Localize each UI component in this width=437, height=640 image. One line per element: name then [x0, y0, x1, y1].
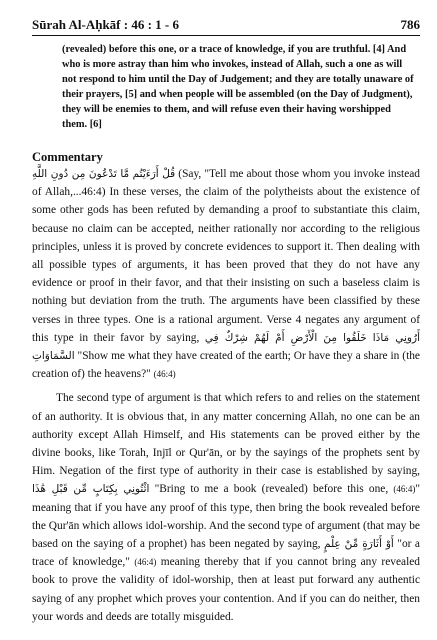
page-header — [32, 16, 420, 36]
commentary-paragraph-1 — [32, 165, 420, 383]
paragraph-text: The second type of argument is that which refers to and relies on the statement of an authority. It is obvious that, in any matter concerning Allah, no one can be an authority except Allah Himself, and His statements can be proved either by the divine books, like Torah, Injīl or Qur'ān, or by the sayings of the prophets sent by Him. Negation of the first type of authority in their case is established by saying, — [32, 392, 420, 478]
arabic-quote: أَرُونِي مَاذَا خَلَقُوا مِنَ الْأَرْضِ أَمْ لَهُمْ شِرْكٌ فِي السَّمَاوَاتِ — [32, 331, 420, 363]
paragraph-text: "Bring to me a book (revealed) before this one, — [149, 483, 394, 496]
book-page — [32, 0, 420, 640]
page-number: 786 — [400, 17, 420, 32]
paragraph-text: "or a trace of knowledge," — [32, 538, 420, 569]
verse-reference: (46:4) — [393, 484, 416, 495]
verse-reference: (46:4) — [153, 369, 176, 380]
translation-text: (revealed) before this one, or a trace of knowledge, if you are truthful. [4] And who is more astray than him who invokes, instead of Allah, such a one as will not respond to him until the Day of Judgement; and they are totally unaware of their prayers, [5] and when people will be assembled (on the Day of Judgment), they will be enemies to them, and will refuse even their having worshipped them. [6] — [62, 44, 414, 130]
surah-title: Sūrah Al-Aḥkāf : 46 : 1 - 6 — [32, 17, 179, 32]
commentary-heading: Commentary — [32, 150, 103, 164]
paragraph-text: "Show me what they have created of the earth; Or have they a share in (the creation of) the heavens?" — [32, 350, 420, 381]
paragraph-text: (Say, "Tell me about those whom you invoke instead of Allah,...46:4) In these verses, the claim of the polytheists about the existence of some other gods has been refuted by demanding a proof to substantiate this claim, because no claim can be accepted, neither rationally nor according to the religious principles, unless it is proved by concrete evidences to support it. Then dealing with all possible types of arguments, it has been proved that they do not have any evidence or proof in their favor, and that their insisting on such a baseless claim is nothing but deviation from the truth. The arguments have been classified by these verses in three types. One is a rational argument. Verse 4 negates any argument of this type in their favor by saying, — [32, 168, 420, 344]
verse-reference: (46:4) — [134, 557, 157, 568]
header-divider — [32, 35, 420, 36]
arabic-quote: أَوْ أَثَارَةٍ مِّنْ عِلْمٍ — [323, 538, 394, 551]
verse-translation — [62, 42, 414, 132]
paragraph-text: " meaning that if you have any proof of this type, then bring the book revealed before the Qur'ān which allows idol-worship. And the second type of argument (that may be based on the saying of a prophet) has been negated by saying, — [32, 483, 421, 551]
commentary-body — [32, 165, 420, 626]
paragraph-text: meaning thereby that if you cannot bring any revealed book to prove the validity of idol-worship, then at least put forward any authentic saying of any prophet which proves your contention. And if you can do neither, then your words and deeds are totally misguided. — [32, 556, 420, 623]
commentary-paragraph-2 — [32, 389, 420, 626]
arabic-quote: قُلْ أَرَءَيْتُم مَّا تَدْعُونَ مِن دُونِ اللَّهِ — [32, 168, 176, 180]
arabic-quote: ائْتُونِي بِكِتَابٍ مِّن قَبْلِ هَٰذَا — [32, 483, 150, 496]
